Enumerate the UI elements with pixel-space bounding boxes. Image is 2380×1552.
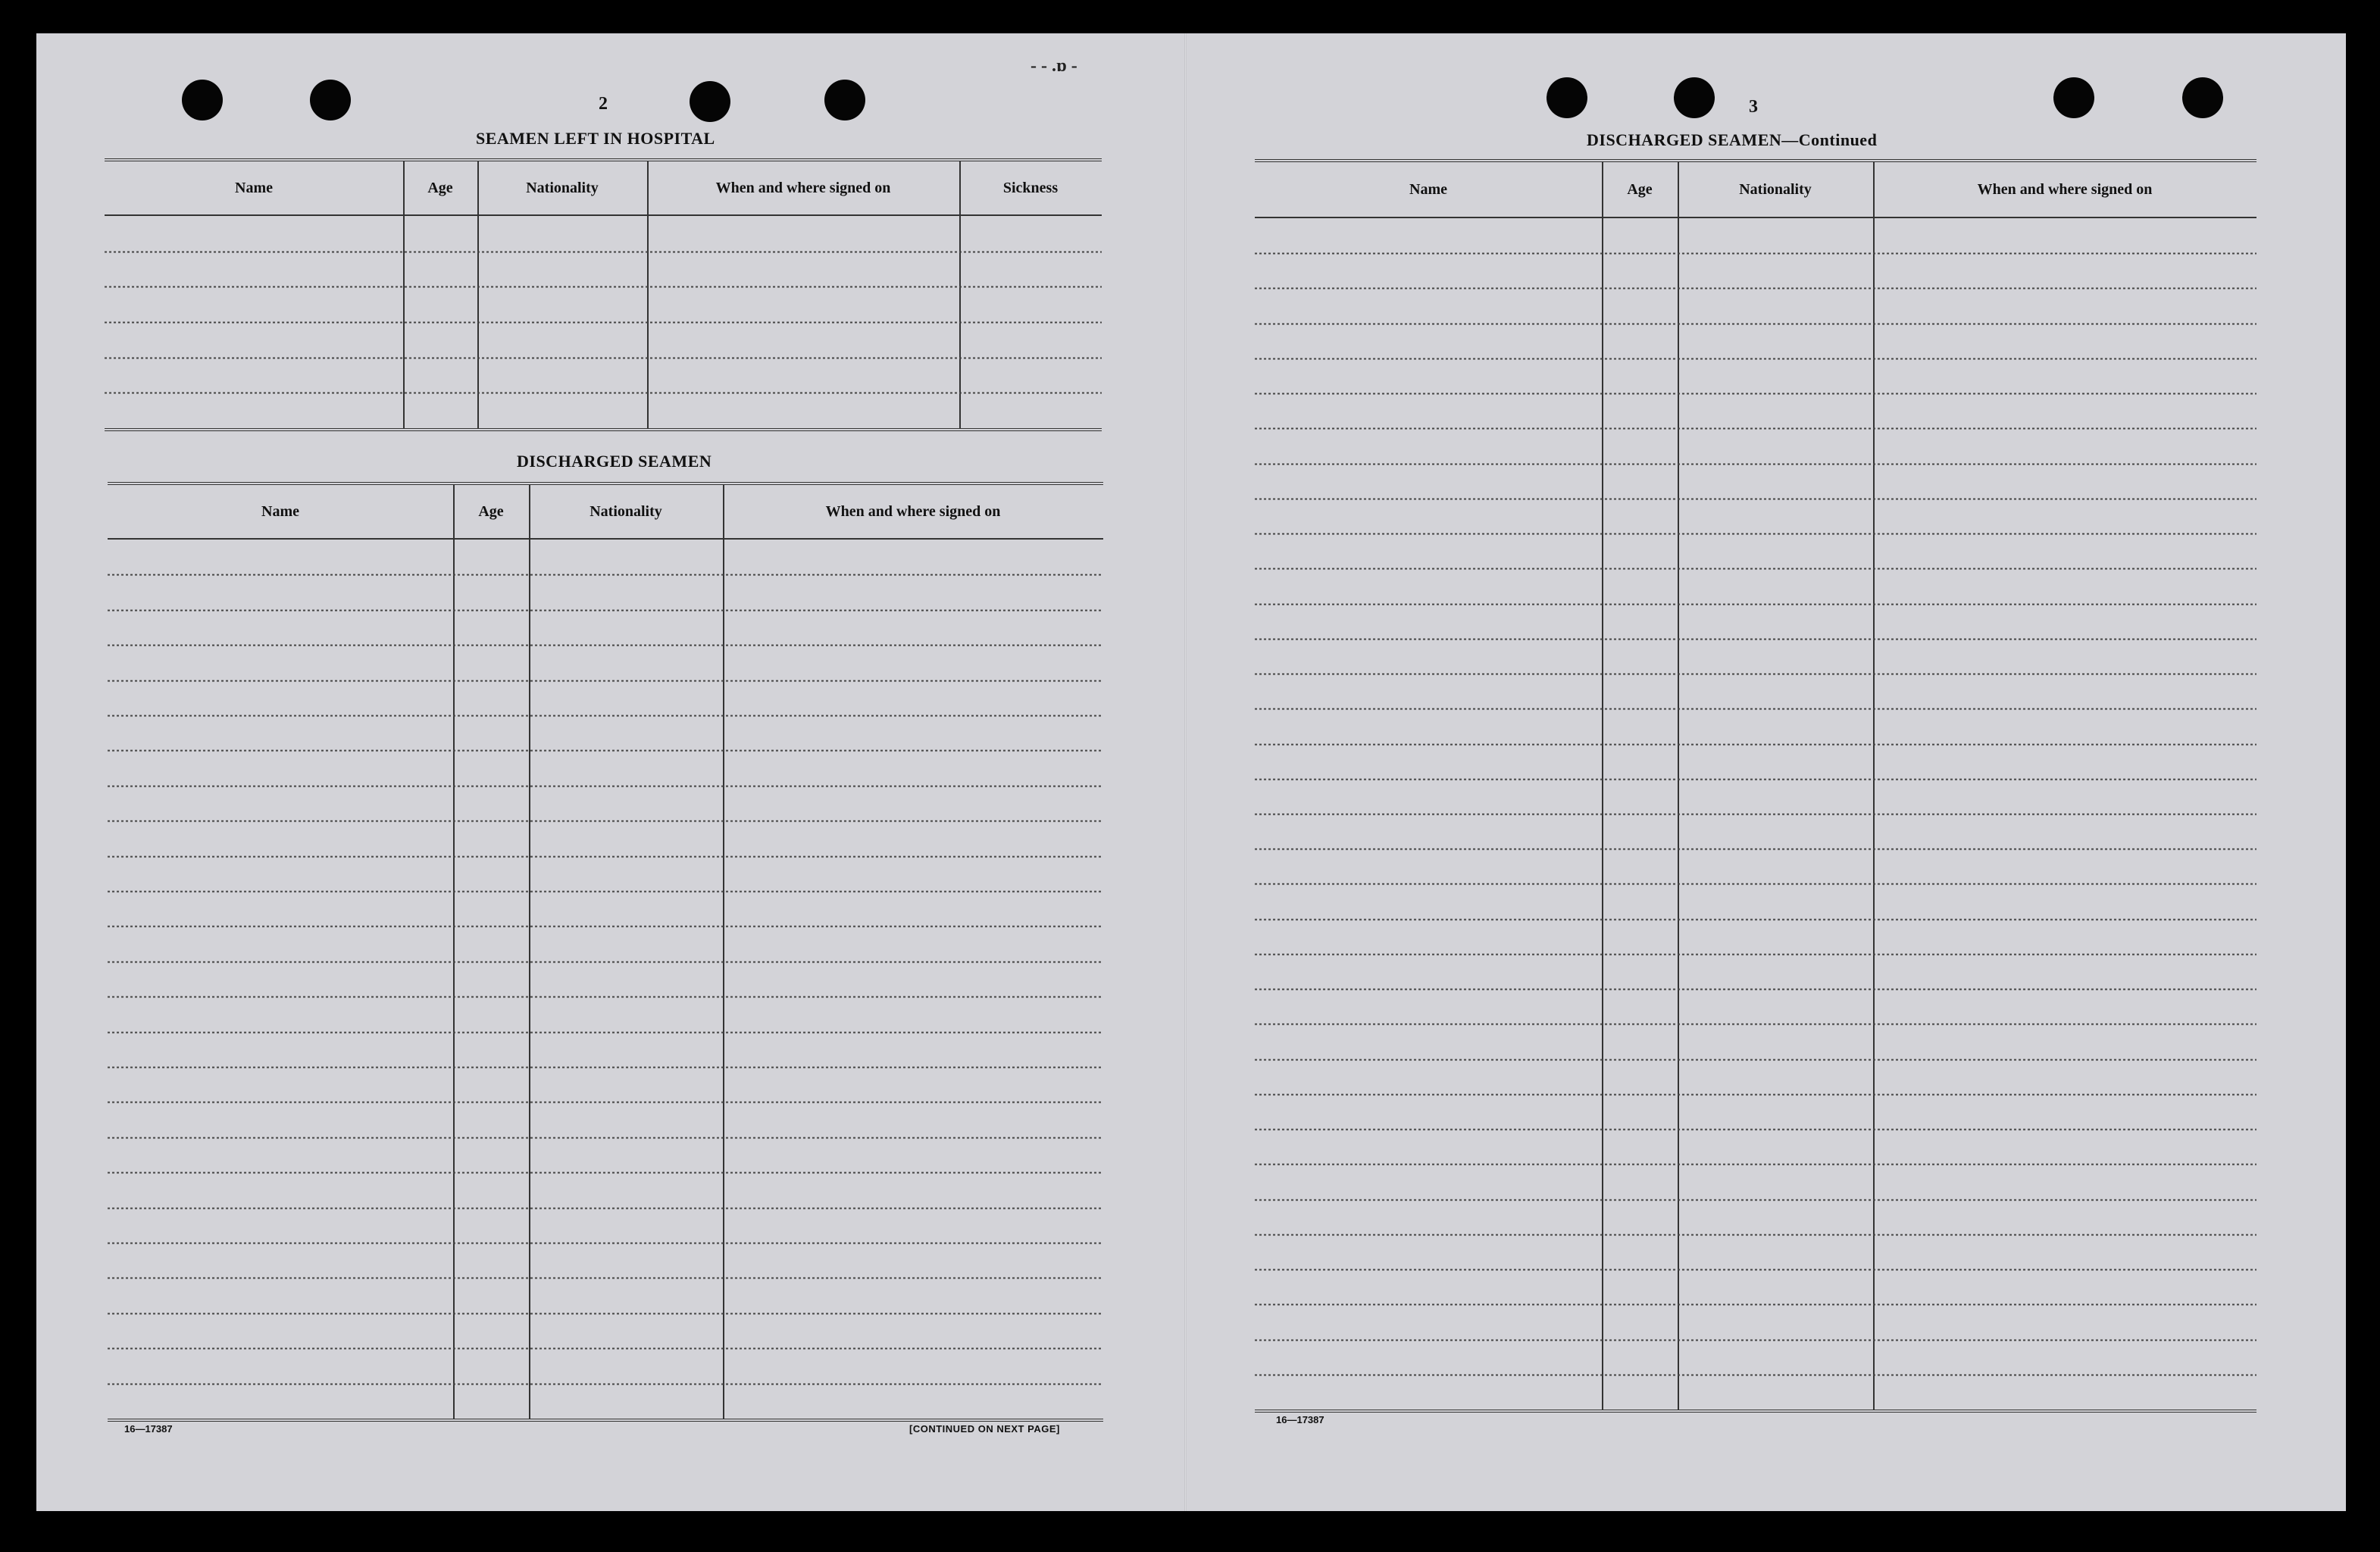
punch-hole: [310, 80, 351, 120]
punch-hole: [1547, 77, 1587, 118]
discharged-continued-table: [1255, 159, 2256, 1413]
ruled-rows: [108, 540, 1103, 1419]
page-number: 2: [599, 94, 608, 114]
column-header-signed-on: When and where signed on: [715, 179, 891, 196]
column-header-name: Name: [1409, 180, 1447, 198]
punch-hole: [2053, 77, 2094, 118]
punch-hole: [2182, 77, 2223, 118]
table-header: [1255, 162, 2256, 218]
table-header: [108, 485, 1103, 540]
hospital-table: [105, 158, 1102, 431]
page-fold: [1184, 33, 1187, 1511]
column-header-age: Age: [1627, 180, 1653, 198]
column-header-nationality: Nationality: [526, 179, 599, 196]
column-header-sickness: Sickness: [1002, 179, 1059, 196]
column-header-name: Name: [235, 179, 273, 196]
section-title-discharged-continued: [1587, 130, 1877, 150]
page-number: 3: [1749, 97, 1758, 117]
form-number: 16—17387: [124, 1423, 173, 1435]
form-number: 16—17387: [1276, 1414, 1324, 1425]
title-main: DISCHARGED SEAMEN: [1587, 130, 1782, 149]
continued-note: [CONTINUED ON NEXT PAGE]: [909, 1423, 1060, 1435]
punch-hole: [824, 80, 865, 120]
table-header: [105, 161, 1102, 216]
column-header-nationality: Nationality: [590, 502, 662, 520]
title-suffix: —Continued: [1781, 130, 1878, 149]
section-title-discharged: DISCHARGED SEAMEN: [517, 452, 712, 471]
column-header-age: Age: [427, 179, 453, 196]
column-header-signed-on: When and where signed on: [1977, 180, 2153, 198]
punch-hole: [690, 81, 730, 122]
punch-hole: [182, 80, 223, 120]
column-header-signed-on: When and where signed on: [825, 502, 1001, 520]
top-marks: - - .ɒ -: [1030, 56, 1077, 76]
discharged-table: [108, 482, 1103, 1422]
ruled-rows: [105, 216, 1102, 428]
column-header-age: Age: [478, 502, 504, 520]
punch-hole: [1674, 77, 1715, 118]
column-header-nationality: Nationality: [1739, 180, 1812, 198]
ruled-rows: [1255, 218, 2256, 1410]
section-title-hospital: SEAMEN LEFT IN HOSPITAL: [476, 129, 715, 148]
column-header-name: Name: [261, 502, 299, 520]
